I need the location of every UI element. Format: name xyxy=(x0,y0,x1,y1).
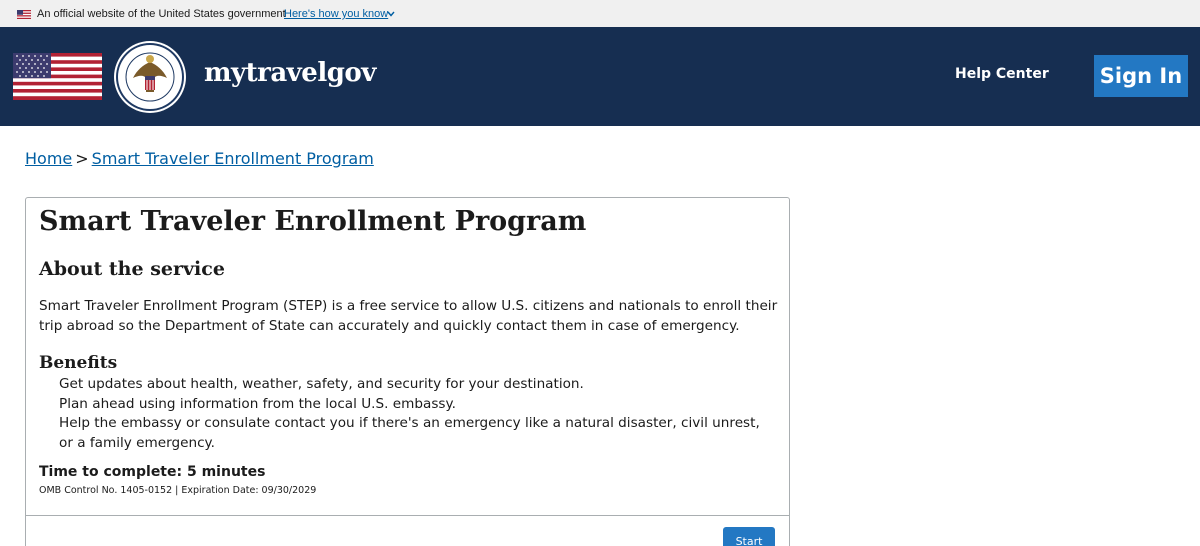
benefits-heading: Benefits xyxy=(39,353,118,373)
department-of-state-seal-icon xyxy=(113,40,187,114)
time-to-complete: Time to complete: 5 minutes xyxy=(39,464,266,480)
start-button[interactable]: Start xyxy=(723,527,775,546)
breadcrumb-separator: > xyxy=(75,149,89,168)
step-info-card xyxy=(25,197,790,546)
benefit-item: Get updates about health, weather, safety, and security for your destination. xyxy=(59,376,584,392)
site-header xyxy=(0,27,1200,126)
breadcrumb-step-link[interactable]: Smart Traveler Enrollment Program xyxy=(91,149,374,168)
card-divider xyxy=(26,515,789,516)
breadcrumb xyxy=(25,149,374,168)
site-title[interactable]: mytravelgov xyxy=(204,58,376,88)
gov-banner-text: An official website of the United States government xyxy=(37,8,286,20)
page-title: Smart Traveler Enrollment Program xyxy=(39,206,587,237)
chevron-down-icon[interactable] xyxy=(387,11,395,17)
us-flag-icon xyxy=(13,53,102,100)
gov-banner xyxy=(0,0,1200,27)
breadcrumb-home-link[interactable]: Home xyxy=(25,149,73,168)
about-heading: About the service xyxy=(39,258,225,280)
about-text: Smart Traveler Enrollment Program (STEP) is a free service to allow U.S. citizens and nationals to enroll their trip abroad so the Department of State can accurately and quickly contact them in case of emergency. xyxy=(39,298,778,334)
help-center-link[interactable]: Help Center xyxy=(955,66,1049,82)
benefit-item: Plan ahead using information from the local U.S. embassy. xyxy=(59,395,456,412)
omb-control-text: OMB Control No. 1405-0152 | Expiration Date: 09/30/2029 xyxy=(39,485,317,496)
us-flag-small-icon xyxy=(17,10,31,19)
heres-how-you-know-link[interactable]: Here's how you know xyxy=(284,8,389,20)
sign-in-button[interactable]: Sign In xyxy=(1094,55,1188,97)
benefits-list xyxy=(59,375,774,453)
benefit-item: Help the embassy or consulate contact you if there's an emergency like a natural disaster, civil unrest, or a family emergency. xyxy=(59,415,760,451)
